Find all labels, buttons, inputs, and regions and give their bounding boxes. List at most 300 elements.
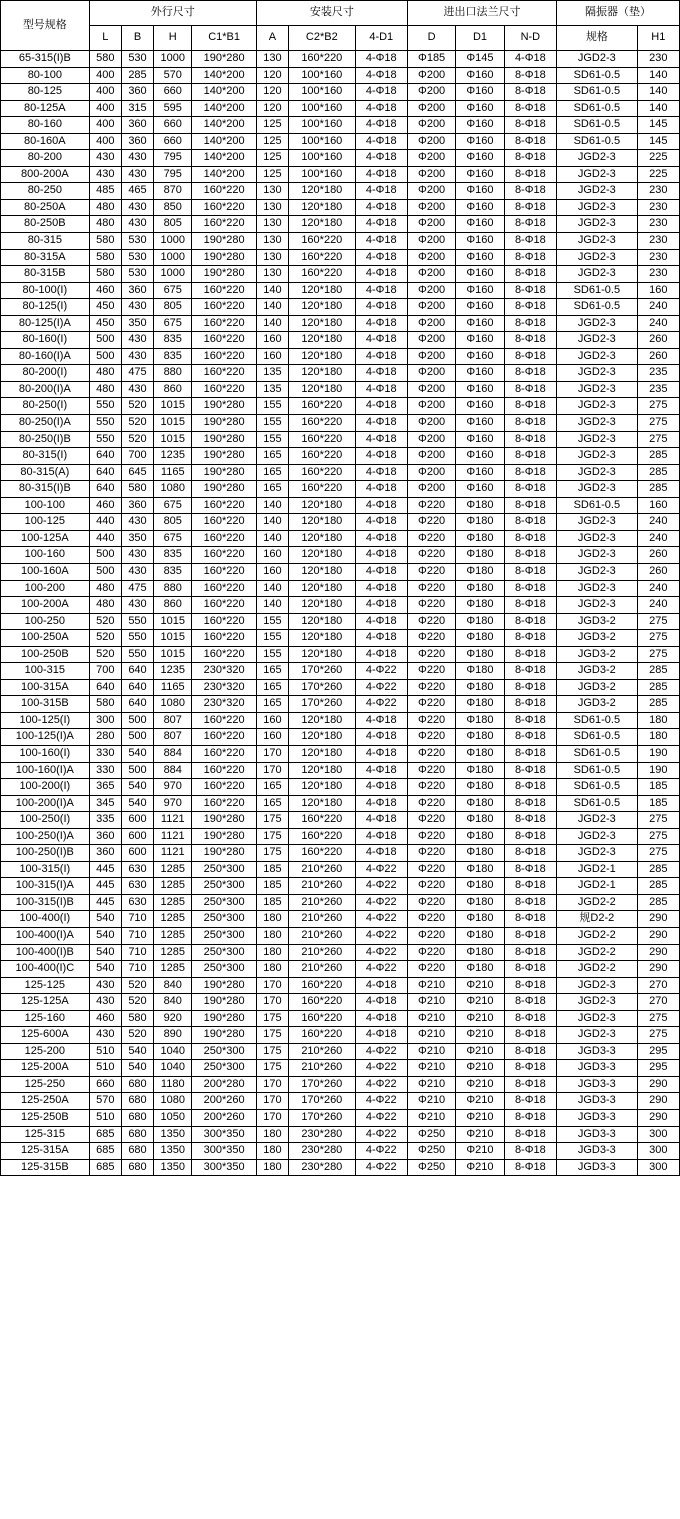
cell-4-D1: 4-Φ18 [355, 133, 407, 150]
cell-C1*B1: 190*280 [192, 415, 256, 432]
cell-D: Φ220 [407, 845, 455, 862]
cell-D1: Φ180 [456, 613, 504, 630]
table-row [1, 894, 680, 911]
cell-4-D1: 4-Φ18 [355, 580, 407, 597]
cell-L: 570 [89, 1093, 121, 1110]
cell-规格: SD61-0.5 [557, 133, 638, 150]
cell-4-D1: 4-Φ22 [355, 911, 407, 928]
cell-D: Φ220 [407, 944, 455, 961]
cell-H1: 290 [637, 911, 679, 928]
sub-header-nd: N-D [504, 26, 556, 51]
cell-D1: Φ180 [456, 745, 504, 762]
cell-model: 80-200(I)A [1, 381, 90, 398]
cell-C2*B2: 160*220 [289, 233, 355, 250]
cell-model: 125-315B [1, 1159, 90, 1176]
cell-N-D: 8-Φ18 [504, 415, 556, 432]
cell-L: 520 [89, 630, 121, 647]
cell-C2*B2: 100*160 [289, 67, 355, 84]
cell-C1*B1: 300*350 [192, 1143, 256, 1160]
cell-4-D1: 4-Φ18 [355, 282, 407, 299]
cell-A: 130 [256, 266, 288, 283]
cell-4-D1: 4-Φ18 [355, 315, 407, 332]
cell-N-D: 8-Φ18 [504, 315, 556, 332]
cell-B: 710 [121, 961, 153, 978]
cell-H: 805 [154, 514, 192, 531]
cell-D1: Φ160 [456, 481, 504, 498]
cell-4-D1: 4-Φ18 [355, 597, 407, 614]
cell-4-D1: 4-Φ18 [355, 729, 407, 746]
cell-B: 680 [121, 1159, 153, 1176]
cell-D: Φ220 [407, 696, 455, 713]
cell-C2*B2: 120*180 [289, 729, 355, 746]
cell-D: Φ210 [407, 1010, 455, 1027]
cell-H1: 260 [637, 348, 679, 365]
sub-header-c1b1: C1*B1 [192, 26, 256, 51]
cell-B: 350 [121, 530, 153, 547]
cell-A: 125 [256, 150, 288, 167]
cell-H1: 275 [637, 845, 679, 862]
cell-model: 100-250 [1, 613, 90, 630]
cell-C2*B2: 230*280 [289, 1143, 355, 1160]
cell-N-D: 8-Φ18 [504, 249, 556, 266]
cell-规格: JGD2-3 [557, 348, 638, 365]
cell-C2*B2: 170*260 [289, 1093, 355, 1110]
cell-D: Φ220 [407, 911, 455, 928]
cell-C1*B1: 200*280 [192, 1076, 256, 1093]
cell-D: Φ220 [407, 646, 455, 663]
cell-H1: 290 [637, 961, 679, 978]
cell-H1: 290 [637, 944, 679, 961]
cell-B: 430 [121, 332, 153, 349]
cell-C1*B1: 190*280 [192, 994, 256, 1011]
cell-A: 175 [256, 1043, 288, 1060]
cell-C1*B1: 160*220 [192, 299, 256, 316]
cell-规格: JGD2-2 [557, 894, 638, 911]
cell-model: 100-315(I)A [1, 878, 90, 895]
cell-B: 680 [121, 1110, 153, 1127]
cell-H1: 270 [637, 994, 679, 1011]
cell-规格: SD61-0.5 [557, 762, 638, 779]
cell-model: 80-250A [1, 199, 90, 216]
cell-D1: Φ180 [456, 630, 504, 647]
cell-C1*B1: 190*280 [192, 448, 256, 465]
cell-D: Φ210 [407, 977, 455, 994]
cell-model: 100-400(I) [1, 911, 90, 928]
cell-D: Φ220 [407, 779, 455, 796]
cell-H1: 145 [637, 117, 679, 134]
cell-D: Φ220 [407, 894, 455, 911]
cell-A: 175 [256, 1027, 288, 1044]
cell-B: 350 [121, 315, 153, 332]
cell-B: 630 [121, 861, 153, 878]
cell-N-D: 8-Φ18 [504, 580, 556, 597]
cell-D: Φ200 [407, 365, 455, 382]
cell-D: Φ200 [407, 166, 455, 183]
cell-model: 80-160 [1, 117, 90, 134]
cell-4-D1: 4-Φ18 [355, 613, 407, 630]
cell-C2*B2: 120*180 [289, 580, 355, 597]
cell-H1: 230 [637, 266, 679, 283]
cell-H1: 235 [637, 365, 679, 382]
cell-D: Φ200 [407, 332, 455, 349]
cell-C2*B2: 120*180 [289, 597, 355, 614]
cell-规格: JGD3-2 [557, 613, 638, 630]
cell-L: 550 [89, 415, 121, 432]
cell-H: 1285 [154, 911, 192, 928]
cell-H: 1080 [154, 481, 192, 498]
cell-4-D1: 4-Φ18 [355, 481, 407, 498]
cell-C2*B2: 120*180 [289, 348, 355, 365]
cell-C2*B2: 120*180 [289, 745, 355, 762]
cell-H: 835 [154, 563, 192, 580]
sub-header-l: L [89, 26, 121, 51]
cell-A: 160 [256, 332, 288, 349]
cell-B: 520 [121, 431, 153, 448]
cell-A: 180 [256, 1126, 288, 1143]
cell-H1: 290 [637, 927, 679, 944]
cell-H1: 225 [637, 150, 679, 167]
cell-D1: Φ160 [456, 100, 504, 117]
cell-A: 140 [256, 315, 288, 332]
cell-A: 125 [256, 117, 288, 134]
cell-B: 475 [121, 580, 153, 597]
cell-model: 100-315(I) [1, 861, 90, 878]
cell-N-D: 8-Φ18 [504, 365, 556, 382]
cell-N-D: 8-Φ18 [504, 199, 556, 216]
cell-规格: JGD2-3 [557, 199, 638, 216]
cell-规格: JGD3-3 [557, 1093, 638, 1110]
cell-D: Φ220 [407, 745, 455, 762]
cell-规格: SD61-0.5 [557, 282, 638, 299]
cell-D: Φ220 [407, 861, 455, 878]
cell-规格: JGD2-3 [557, 166, 638, 183]
cell-N-D: 8-Φ18 [504, 464, 556, 481]
cell-D: Φ250 [407, 1143, 455, 1160]
cell-B: 430 [121, 199, 153, 216]
cell-4-D1: 4-Φ18 [355, 166, 407, 183]
cell-B: 360 [121, 133, 153, 150]
cell-H: 1000 [154, 266, 192, 283]
cell-C1*B1: 250*300 [192, 1060, 256, 1077]
cell-H: 595 [154, 100, 192, 117]
cell-N-D: 8-Φ18 [504, 216, 556, 233]
cell-H1: 230 [637, 51, 679, 68]
cell-D1: Φ210 [456, 994, 504, 1011]
sub-header-spec: 规格 [557, 26, 638, 51]
table-row [1, 1093, 680, 1110]
cell-A: 170 [256, 994, 288, 1011]
cell-A: 175 [256, 1010, 288, 1027]
cell-N-D: 8-Φ18 [504, 547, 556, 564]
cell-N-D: 8-Φ18 [504, 282, 556, 299]
cell-C1*B1: 160*220 [192, 580, 256, 597]
cell-C2*B2: 210*260 [289, 861, 355, 878]
sub-header-4d1: 4-D1 [355, 26, 407, 51]
cell-model: 100-250(I)A [1, 828, 90, 845]
cell-规格: JGD2-3 [557, 398, 638, 415]
cell-H: 1000 [154, 51, 192, 68]
cell-B: 475 [121, 365, 153, 382]
cell-H1: 240 [637, 597, 679, 614]
cell-规格: JGD2-2 [557, 944, 638, 961]
cell-H: 1165 [154, 464, 192, 481]
table-row [1, 51, 680, 68]
cell-D1: Φ160 [456, 365, 504, 382]
cell-C1*B1: 160*220 [192, 729, 256, 746]
cell-H1: 275 [637, 1027, 679, 1044]
cell-H: 835 [154, 348, 192, 365]
cell-4-D1: 4-Φ18 [355, 348, 407, 365]
cell-model: 100-125 [1, 514, 90, 531]
cell-B: 540 [121, 1043, 153, 1060]
cell-model: 100-250(I) [1, 812, 90, 829]
cell-D1: Φ180 [456, 696, 504, 713]
cell-A: 160 [256, 547, 288, 564]
cell-A: 180 [256, 1159, 288, 1176]
cell-H: 1285 [154, 927, 192, 944]
cell-D1: Φ180 [456, 762, 504, 779]
cell-A: 155 [256, 630, 288, 647]
cell-C2*B2: 120*180 [289, 547, 355, 564]
cell-H: 970 [154, 795, 192, 812]
cell-规格: JGD2-2 [557, 927, 638, 944]
cell-C2*B2: 120*180 [289, 365, 355, 382]
cell-B: 430 [121, 514, 153, 531]
cell-H: 840 [154, 994, 192, 1011]
cell-D: Φ210 [407, 1060, 455, 1077]
cell-C2*B2: 210*260 [289, 1043, 355, 1060]
group-header-install-dimensions: 安装尺寸 [256, 1, 407, 26]
cell-B: 430 [121, 597, 153, 614]
cell-B: 710 [121, 927, 153, 944]
cell-L: 345 [89, 795, 121, 812]
cell-A: 165 [256, 679, 288, 696]
cell-规格: JGD3-2 [557, 679, 638, 696]
cell-4-D1: 4-Φ18 [355, 630, 407, 647]
cell-H1: 160 [637, 497, 679, 514]
cell-C2*B2: 120*180 [289, 779, 355, 796]
cell-H1: 145 [637, 133, 679, 150]
cell-D: Φ200 [407, 117, 455, 134]
cell-D: Φ200 [407, 415, 455, 432]
cell-L: 500 [89, 547, 121, 564]
cell-C1*B1: 250*300 [192, 1043, 256, 1060]
cell-规格: JGD2-3 [557, 415, 638, 432]
cell-B: 520 [121, 1027, 153, 1044]
cell-H1: 185 [637, 795, 679, 812]
cell-D1: Φ210 [456, 1043, 504, 1060]
cell-规格: 规D2-2 [557, 911, 638, 928]
cell-C2*B2: 100*160 [289, 84, 355, 101]
cell-规格: JGD2-3 [557, 332, 638, 349]
cell-C2*B2: 100*160 [289, 166, 355, 183]
cell-H1: 240 [637, 299, 679, 316]
cell-B: 600 [121, 828, 153, 845]
table-row [1, 712, 680, 729]
cell-H: 675 [154, 530, 192, 547]
cell-4-D1: 4-Φ18 [355, 199, 407, 216]
cell-N-D: 8-Φ18 [504, 266, 556, 283]
cell-L: 540 [89, 961, 121, 978]
cell-规格: JGD2-3 [557, 845, 638, 862]
cell-H: 1000 [154, 249, 192, 266]
cell-H: 850 [154, 199, 192, 216]
cell-H1: 300 [637, 1159, 679, 1176]
table-row [1, 994, 680, 1011]
cell-C1*B1: 140*200 [192, 117, 256, 134]
cell-D: Φ220 [407, 712, 455, 729]
cell-A: 125 [256, 133, 288, 150]
cell-C1*B1: 160*220 [192, 712, 256, 729]
table-row [1, 1159, 680, 1176]
cell-N-D: 8-Φ18 [504, 845, 556, 862]
cell-model: 80-160A [1, 133, 90, 150]
cell-4-D1: 4-Φ18 [355, 779, 407, 796]
cell-D: Φ220 [407, 679, 455, 696]
table-row [1, 282, 680, 299]
table-row [1, 117, 680, 134]
cell-H: 1285 [154, 878, 192, 895]
cell-A: 165 [256, 663, 288, 680]
cell-A: 165 [256, 481, 288, 498]
cell-C2*B2: 120*180 [289, 183, 355, 200]
cell-H: 675 [154, 497, 192, 514]
cell-D1: Φ160 [456, 315, 504, 332]
cell-D: Φ220 [407, 927, 455, 944]
cell-D: Φ200 [407, 448, 455, 465]
cell-D: Φ220 [407, 812, 455, 829]
cell-H1: 275 [637, 613, 679, 630]
cell-L: 540 [89, 927, 121, 944]
cell-D: Φ200 [407, 183, 455, 200]
table-row [1, 729, 680, 746]
cell-H: 1015 [154, 431, 192, 448]
cell-D1: Φ180 [456, 795, 504, 812]
cell-model: 100-125(I) [1, 712, 90, 729]
cell-B: 530 [121, 51, 153, 68]
cell-N-D: 8-Φ18 [504, 679, 556, 696]
table-row [1, 166, 680, 183]
cell-4-D1: 4-Φ18 [355, 646, 407, 663]
cell-4-D1: 4-Φ18 [355, 547, 407, 564]
cell-D1: Φ180 [456, 828, 504, 845]
cell-D1: Φ210 [456, 1126, 504, 1143]
cell-C2*B2: 120*180 [289, 216, 355, 233]
cell-H1: 275 [637, 431, 679, 448]
cell-H: 835 [154, 547, 192, 564]
cell-D1: Φ160 [456, 464, 504, 481]
cell-D: Φ250 [407, 1126, 455, 1143]
cell-H1: 285 [637, 464, 679, 481]
table-row [1, 696, 680, 713]
cell-H: 1350 [154, 1159, 192, 1176]
cell-规格: JGD2-3 [557, 597, 638, 614]
cell-N-D: 8-Φ18 [504, 630, 556, 647]
cell-A: 180 [256, 961, 288, 978]
cell-D1: Φ180 [456, 911, 504, 928]
cell-D: Φ250 [407, 1159, 455, 1176]
cell-C2*B2: 100*160 [289, 133, 355, 150]
cell-规格: JGD2-3 [557, 51, 638, 68]
cell-4-D1: 4-Φ22 [355, 861, 407, 878]
cell-D: Φ220 [407, 547, 455, 564]
cell-D1: Φ160 [456, 199, 504, 216]
cell-model: 125-200A [1, 1060, 90, 1077]
cell-A: 180 [256, 944, 288, 961]
cell-model: 125-250A [1, 1093, 90, 1110]
cell-C2*B2: 210*260 [289, 944, 355, 961]
cell-N-D: 8-Φ18 [504, 183, 556, 200]
cell-4-D1: 4-Φ18 [355, 712, 407, 729]
cell-B: 700 [121, 448, 153, 465]
cell-4-D1: 4-Φ18 [355, 530, 407, 547]
cell-A: 175 [256, 812, 288, 829]
cell-H: 807 [154, 712, 192, 729]
cell-C2*B2: 100*160 [289, 100, 355, 117]
cell-B: 640 [121, 679, 153, 696]
cell-A: 185 [256, 861, 288, 878]
cell-H: 1040 [154, 1060, 192, 1077]
cell-D: Φ220 [407, 729, 455, 746]
cell-model: 80-100(I) [1, 282, 90, 299]
cell-D1: Φ180 [456, 514, 504, 531]
cell-A: 160 [256, 729, 288, 746]
cell-规格: JGD2-3 [557, 514, 638, 531]
cell-4-D1: 4-Φ18 [355, 117, 407, 134]
cell-A: 165 [256, 779, 288, 796]
cell-model: 125-200 [1, 1043, 90, 1060]
cell-H: 1015 [154, 613, 192, 630]
cell-A: 180 [256, 927, 288, 944]
cell-A: 125 [256, 166, 288, 183]
cell-D1: Φ180 [456, 779, 504, 796]
cell-H1: 270 [637, 977, 679, 994]
cell-L: 300 [89, 712, 121, 729]
cell-model: 100-125(I)A [1, 729, 90, 746]
cell-4-D1: 4-Φ22 [355, 944, 407, 961]
cell-B: 430 [121, 381, 153, 398]
cell-4-D1: 4-Φ18 [355, 464, 407, 481]
cell-A: 185 [256, 878, 288, 895]
cell-L: 540 [89, 911, 121, 928]
cell-规格: SD61-0.5 [557, 712, 638, 729]
cell-H: 1350 [154, 1126, 192, 1143]
cell-A: 130 [256, 51, 288, 68]
cell-N-D: 8-Φ18 [504, 729, 556, 746]
cell-N-D: 8-Φ18 [504, 911, 556, 928]
cell-H: 884 [154, 762, 192, 779]
cell-D1: Φ180 [456, 927, 504, 944]
cell-C2*B2: 120*180 [289, 646, 355, 663]
cell-H1: 185 [637, 779, 679, 796]
cell-D: Φ185 [407, 51, 455, 68]
cell-规格: JGD2-3 [557, 580, 638, 597]
cell-D: Φ200 [407, 299, 455, 316]
table-row [1, 415, 680, 432]
cell-A: 180 [256, 1143, 288, 1160]
cell-model: 80-250B [1, 216, 90, 233]
cell-N-D: 8-Φ18 [504, 861, 556, 878]
cell-B: 680 [121, 1076, 153, 1093]
cell-C1*B1: 160*220 [192, 282, 256, 299]
cell-规格: SD61-0.5 [557, 100, 638, 117]
cell-C1*B1: 190*280 [192, 812, 256, 829]
cell-C2*B2: 160*220 [289, 51, 355, 68]
cell-D: Φ200 [407, 464, 455, 481]
cell-model: 65-315(I)B [1, 51, 90, 68]
cell-H: 1285 [154, 894, 192, 911]
cell-C1*B1: 160*220 [192, 332, 256, 349]
